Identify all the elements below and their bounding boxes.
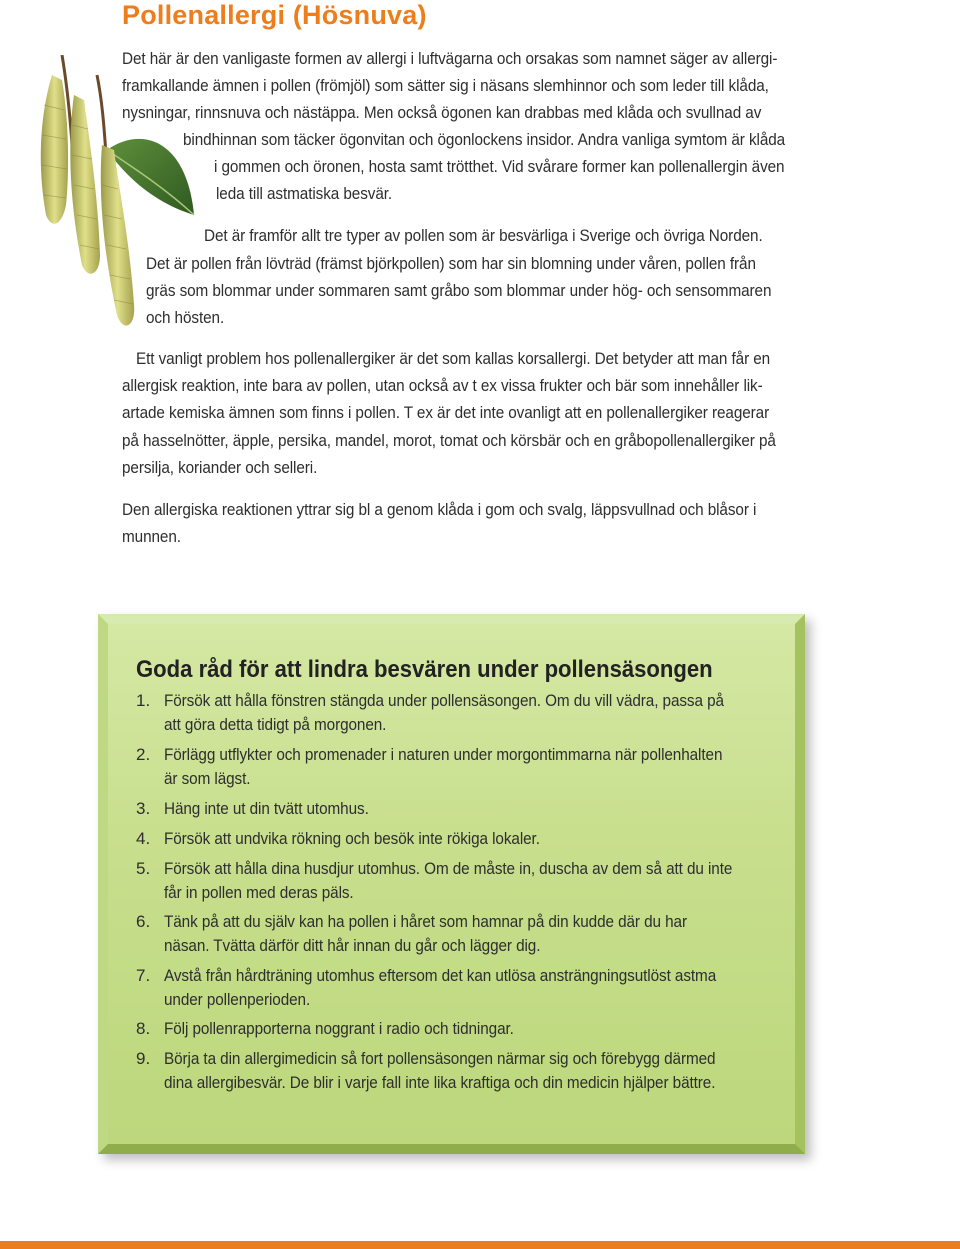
tip-number: 2. [136, 745, 151, 764]
types-line: och hösten. [146, 308, 225, 327]
intro-line: framkallande ämnen i pollen (frömjöl) som sätter sig i näsans slemhinnor och som leder till klåda, [122, 76, 769, 95]
tip-text: är som lägst. [164, 769, 251, 788]
tip-text: dina allergibesvär. De blir i varje fall inte lika kraftiga och din medicin hjälper bättre. [164, 1073, 716, 1092]
page-title: Pollenallergi (Hösnuva) [122, 0, 427, 30]
intro-line: leda till astmatiska besvär. [216, 184, 393, 203]
types-line: Det är pollen från lövträd (främst björkpollen) som har sin blomning under våren, pollen från [146, 254, 756, 273]
tip-number: 5. [136, 859, 151, 878]
types-line: Det är framför allt tre typer av pollen som är besvärliga i Sverige och övriga Norden. [204, 226, 763, 245]
tip-text: Häng inte ut din tvätt utomhus. [164, 799, 369, 818]
cross-line: på hasselnötter, äpple, persika, mandel, morot, tomat och körsbär och en gråbopollenallergiker på [122, 431, 776, 450]
tip-number: 6. [136, 912, 151, 931]
tip-number: 7. [136, 966, 151, 985]
tip-text: Tänk på att du själv kan ha pollen i håret som hamnar på din kudde där du har [164, 912, 687, 931]
tip-text: Försök att hålla fönstren stängda under pollensäsongen. Om du vill vädra, passa på [164, 691, 724, 710]
types-line: gräs som blommar under sommaren samt gråbo som blommar under hög- och sensommaren [146, 281, 772, 300]
intro-line: bindhinnan som täcker ögonvitan och ögonlockens insidor. Andra vanliga symtom är klåda [183, 130, 786, 149]
reaction-line: Den allergiska reaktionen yttrar sig bl a genom klåda i gom och svalg, läppsvullnad och blåsor i [122, 500, 757, 519]
intro-line: Det här är den vanligaste formen av allergi i luftvägarna och orsakas som namnet säger av allergi- [122, 49, 778, 68]
reaction-line: munnen. [122, 527, 181, 546]
cross-line: Ett vanligt problem hos pollenallergiker är det som kallas korsallergi. Det betyder att man får en [136, 349, 771, 368]
tip-number: 8. [136, 1019, 151, 1038]
tip-number: 9. [136, 1049, 151, 1068]
tip-text: Följ pollenrapporterna noggrant i radio och tidningar. [164, 1019, 514, 1038]
cross-line: allergisk reaktion, inte bara av pollen, utan också av t ex vissa frukter och bär som innehåller lik- [122, 376, 763, 395]
cross-line: persilja, koriander och selleri. [122, 458, 318, 477]
tip-text: Förlägg utflykter och promenader i naturen under morgontimmarna när pollenhalten [164, 745, 723, 764]
intro-line: i gommen och öronen, hosta samt trötthet. Vid svårare former kan pollenallergin även [214, 157, 785, 176]
tip-text: under pollenperioden. [164, 990, 311, 1009]
tip-text: Börja ta din allergimedicin så fort pollensäsongen närmar sig och förebygg därmed [164, 1049, 716, 1068]
tip-number: 1. [136, 691, 151, 710]
tip-text: att göra detta tidigt på morgonen. [164, 715, 387, 734]
tip-number: 3. [136, 799, 151, 818]
tip-text: näsan. Tvätta därför ditt hår innan du går och lägger dig. [164, 936, 541, 955]
cross-line: artade kemiska ämnen som finns i pollen. T ex är det inte ovanligt att en pollenallergiker reagerar [122, 403, 770, 422]
footer-accent-bar [0, 1241, 960, 1249]
tip-text: Avstå från hårdträning utomhus eftersom det kan utlösa ansträngningsutlöst astma [164, 966, 717, 985]
intro-line: nysningar, rinnsnuva och nästäppa. Men också ögonen kan drabbas med klåda och svullnad av [122, 103, 762, 122]
tip-text: Försök att undvika rökning och besök inte rökiga lokaler. [164, 829, 540, 848]
tip-text: Försök att hålla dina husdjur utomhus. Om de måste in, duscha av dem så att du inte [164, 859, 733, 878]
tip-number: 4. [136, 829, 151, 848]
tip-text: får in pollen med deras päls. [164, 883, 354, 902]
tips-heading: Goda råd för att lindra besvären under pollensäsongen [136, 656, 713, 683]
